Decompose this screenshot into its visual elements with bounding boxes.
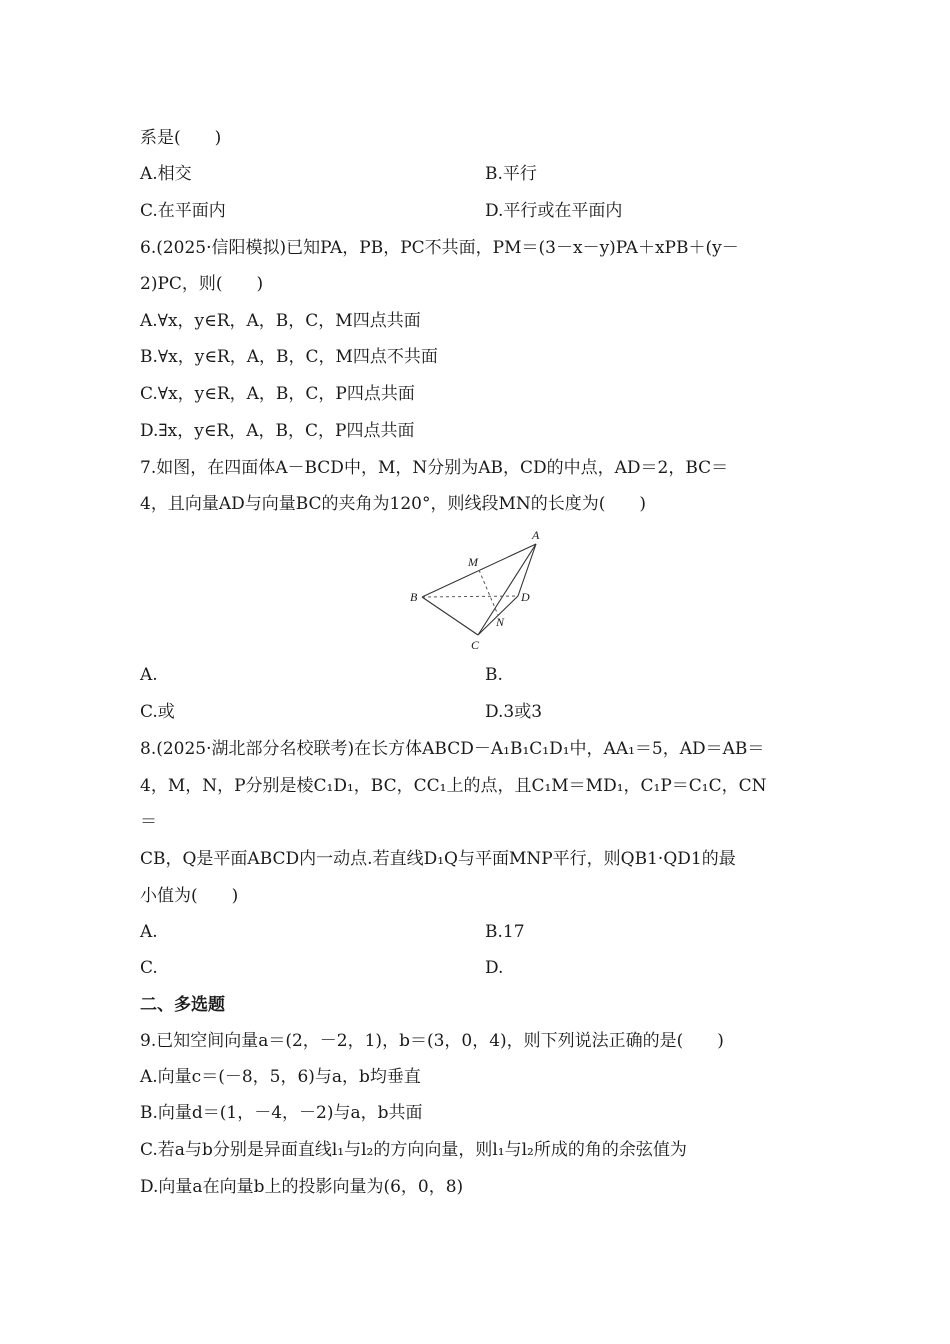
tetrahedron-figure	[400, 525, 560, 655]
q8-stem-line3: ＝	[140, 812, 157, 832]
q6-stem-line1: 6.(2025·信阳模拟)已知PA，PB，PC不共面，PM＝(3－x－y)PA＋xPB＋(y－	[140, 238, 739, 258]
q5-option-a: A.相交	[140, 164, 192, 184]
label-a: A	[532, 528, 540, 542]
label-b: B	[410, 590, 418, 604]
q7-stem-line1: 7.如图，在四面体A－BCD中，M，N分别为AB，CD的中点，AD＝2，BC＝	[140, 458, 729, 478]
q9-option-b: B.向量d＝(1，－4，－2)与a，b共面	[140, 1103, 423, 1123]
q8-option-d: D.	[485, 958, 504, 978]
q9-option-c: C.若a与b分别是异面直线l₁与l₂的方向向量，则l₁与l₂所成的角的余弦值为	[140, 1140, 687, 1160]
label-m: M	[468, 555, 478, 569]
q8-stem-line5: 小值为( )	[140, 886, 239, 906]
q8-stem-line4: CB，Q是平面ABCD内一动点.若直线D₁Q与平面MNP平行，则QB1·QD1的最	[140, 849, 736, 869]
q5-option-d: D.平行或在平面内	[485, 201, 623, 221]
q7-stem-line2: 4，且向量AD与向量BC的夹角为120°，则线段MN的长度为( )	[140, 494, 647, 514]
q6-option-a: A.∀x，y∈R，A，B，C，M四点共面	[140, 311, 421, 331]
q8-option-a: A.	[140, 922, 158, 942]
q6-option-c: C.∀x，y∈R，A，B，C，P四点共面	[140, 384, 415, 404]
q7-option-d: D.3或3	[485, 702, 543, 722]
q5-option-b: B.平行	[485, 164, 537, 184]
label-d: D	[521, 590, 530, 604]
q5-option-c: C.在平面内	[140, 201, 226, 221]
q9-stem: 9.已知空间向量a＝(2，－2，1)，b＝(3，0，4)，则下列说法正确的是( )	[140, 1031, 724, 1051]
section-heading-multiple-choice: 二、多选题	[140, 995, 225, 1015]
q7-option-a: A.	[140, 665, 158, 685]
q6-option-b: B.∀x，y∈R，A，B，C，M四点不共面	[140, 347, 438, 367]
q9-option-d: D.向量a在向量b上的投影向量为(6，0，8)	[140, 1177, 464, 1197]
edge-da	[518, 544, 536, 596]
q9-option-a: A.向量c＝(－8，5，6)与a，b均垂直	[140, 1067, 421, 1087]
edge-bc	[422, 597, 478, 635]
label-n: N	[496, 615, 505, 629]
q6-stem-line2: 2)PC，则( )	[140, 274, 264, 294]
q7-option-c: C.或	[140, 702, 175, 722]
q8-option-b: B.17	[485, 922, 525, 942]
q5-stem-tail: 系是( )	[140, 128, 222, 148]
q6-option-d: D.∃x，y∈R，A，B，C，P四点共面	[140, 421, 415, 441]
q8-option-c: C.	[140, 958, 158, 978]
q8-stem-line2: 4，M，N，P分别是棱C₁D₁，BC，CC₁上的点，且C₁M＝MD₁，C₁P＝C₁C，CN	[140, 776, 767, 796]
q7-option-b: B.	[485, 665, 503, 685]
label-c: C	[471, 638, 480, 652]
q8-stem-line1: 8.(2025·湖北部分名校联考)在长方体ABCD－A₁B₁C₁D₁中，AA₁＝5，AD＝AB＝	[140, 739, 765, 759]
edge-bd-hidden	[422, 596, 518, 597]
